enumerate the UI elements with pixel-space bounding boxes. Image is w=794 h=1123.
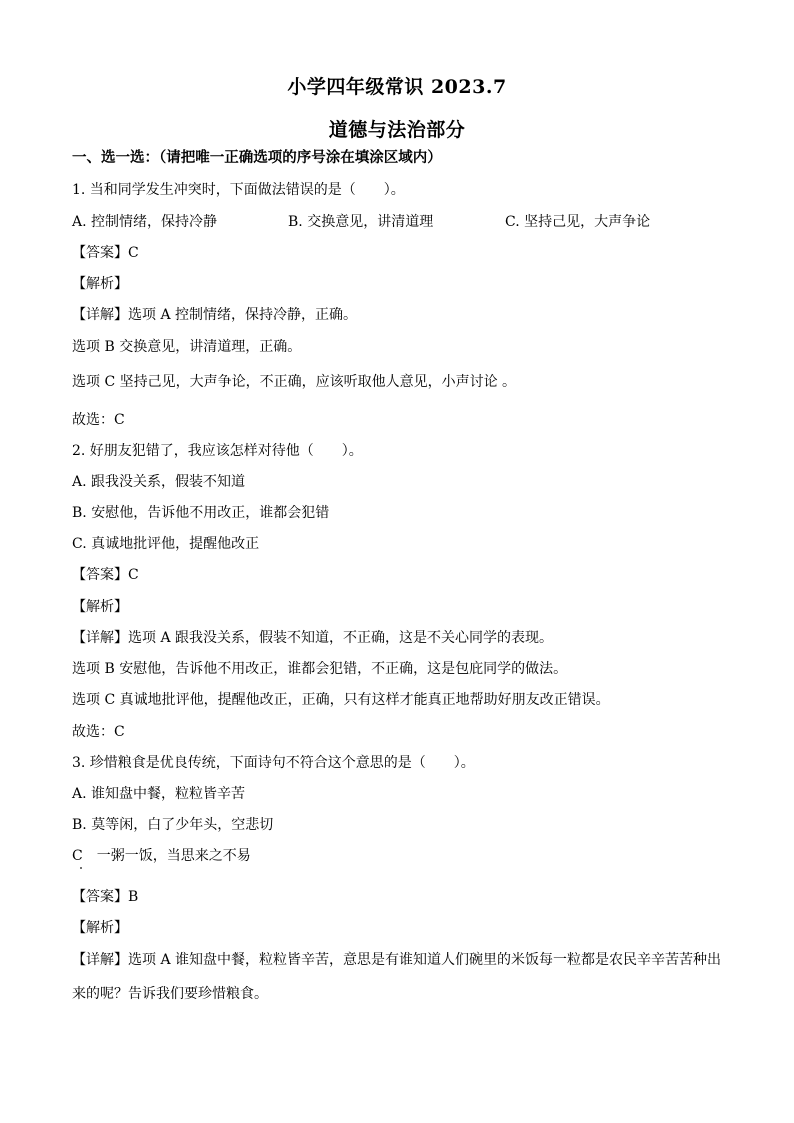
q3-option-b: B. 莫等闲，白了少年头，空悲切 bbox=[72, 817, 274, 833]
q2-answer: 【答案】C bbox=[72, 567, 139, 583]
q2-detail-3: 选项 C 真诚地批评他，提醒他改正，正确，只有这样才能真正地帮助好朋友改正错误。 bbox=[72, 692, 610, 708]
q2-detail-2: 选项 B 安慰他，告诉他不用改正，谁都会犯错，不正确，这是包庇同学的做法。 bbox=[72, 661, 568, 677]
document-title: 小学四年级常识 2023.7 bbox=[287, 76, 507, 98]
q1-detail-1: 【详解】选项 A 控制情绪，保持冷静，正确。 bbox=[72, 307, 358, 323]
q3-option-a: A. 谁知盘中餐，粒粒皆辛苦 bbox=[72, 786, 246, 802]
q1-detail-3: 选项 C 坚持己见，大声争论，不正确，应该听取他人意见，小声讨论 。 bbox=[72, 374, 517, 390]
q1-analysis-label: 【解析】 bbox=[72, 276, 128, 292]
q2-option-a: A. 跟我没关系，假装不知道 bbox=[72, 474, 246, 490]
q2-detail-1: 【详解】选项 A 跟我没关系，假装不知道，不正确，这是不关心同学的表现。 bbox=[72, 630, 554, 646]
q2-analysis-label: 【解析】 bbox=[72, 599, 128, 615]
q2-stem: 2. 好朋友犯错了，我应该怎样对待他（ ）。 bbox=[72, 443, 363, 459]
q3-detail-1-continued: 来的呢？告诉我们要珍惜粮食。 bbox=[72, 986, 268, 1002]
q3-detail-1: 【详解】选项 A 谁知盘中餐，粒粒皆辛苦，意思是有谁知道人们碗里的米饭每一粒都是农民辛辛苦苦种出 bbox=[72, 952, 722, 968]
stray-dot-mark bbox=[80, 867, 82, 869]
q1-detail-2: 选项 B 交换意见，讲清道理，正确。 bbox=[72, 339, 302, 355]
q3-answer: 【答案】B bbox=[72, 889, 139, 905]
q3-analysis-label: 【解析】 bbox=[72, 920, 128, 936]
q1-conclusion: 故选：C bbox=[72, 412, 125, 428]
q1-answer: 【答案】C bbox=[72, 245, 139, 261]
q3-stem: 3. 珍惜粮食是优良传统，下面诗句不符合这个意思的是（ ）。 bbox=[72, 755, 475, 771]
q2-option-b: B. 安慰他，告诉他不用改正，谁都会犯错 bbox=[72, 505, 330, 521]
section-heading: 一、选一选：（请把唯一正确选项的序号涂在填涂区域内） bbox=[72, 149, 442, 166]
q3-option-c: C 一粥一饭，当思来之不易 bbox=[72, 848, 251, 864]
q1-option-b: B. 交换意见，讲清道理 bbox=[288, 214, 434, 230]
q1-stem: 1. 当和同学发生冲突时，下面做法错误的是（ ）。 bbox=[72, 182, 405, 198]
q2-option-c: C. 真诚地批评他，提醒他改正 bbox=[72, 536, 260, 552]
document-subtitle: 道德与法治部分 bbox=[328, 119, 466, 141]
q1-option-a: A. 控制情绪，保持冷静 bbox=[72, 214, 218, 230]
q1-option-c: C. 坚持己见，大声争论 bbox=[505, 214, 651, 230]
q2-conclusion: 故选：C bbox=[72, 724, 125, 740]
